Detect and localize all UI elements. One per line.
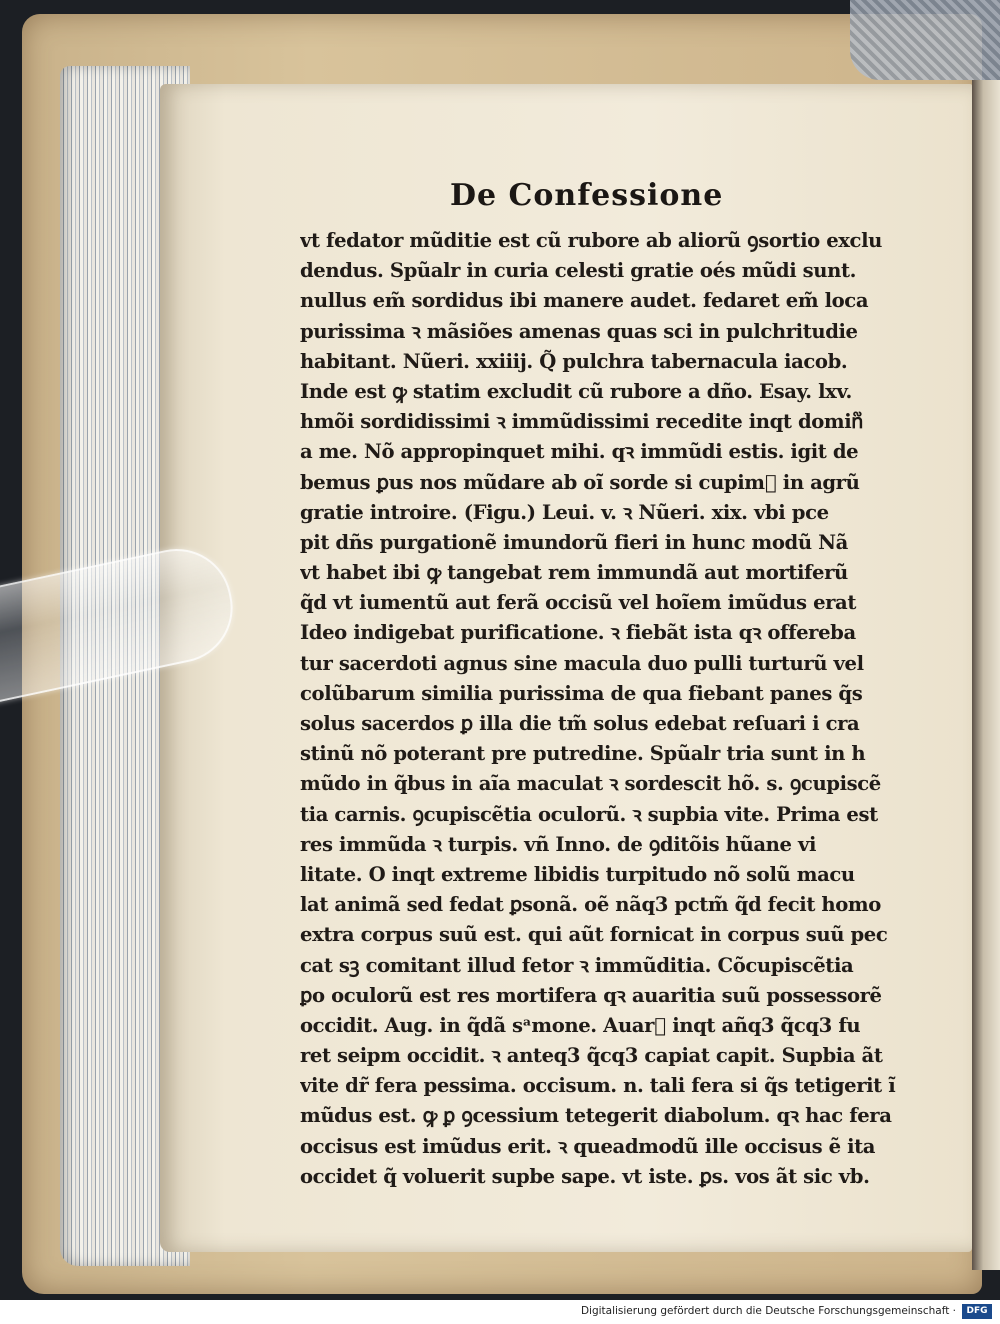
text-line: purissima ꝛ mãsiões amenas quas sci in pulchritudie <box>300 319 858 343</box>
book-gutter <box>972 80 1000 1270</box>
page-heading: De Confessione <box>450 178 724 213</box>
text-line: pit dñs purgationẽ imundorũ fieri in hunc modũ Nã <box>300 530 848 554</box>
text-line: vt habet ibi ꝙ tangebat rem immundã aut mortiferũ <box>300 561 848 585</box>
text-line: gratie introire. (Figu.) Leui. v. ꝛ Nũeri. xix. vbi pce <box>300 500 829 524</box>
text-line: vite dr̃ fera pessima. occisum. n. tali fera si q̃s tetigerit ĩ <box>300 1074 896 1098</box>
dfg-logo: DFG <box>962 1304 992 1319</box>
text-line: dendus. Spũalr in curia celesti gratie oés mũdi sunt. <box>300 259 857 283</box>
text-line: nullus em̃ sordidus ibi manere audet. fedaret em̃ loca <box>300 289 869 313</box>
text-line: mũdo in q̃bus in aĩa maculat ꝛ sordescit hõ. s. ꝯcupiscẽ <box>300 772 881 796</box>
text-line: litate. O inqt extreme libidis turpitudo nõ solũ macu <box>300 862 855 886</box>
text-line: mũdus est. ꝙ ꝑ ꝯcessium tetegerit diabolum. qꝛ hac fera <box>300 1104 892 1128</box>
text-line: vt fedator mũditie est cũ rubore ab aliorũ ꝯsortio exclu <box>300 229 882 252</box>
text-line: extra corpus suũ est. qui aũt fornicat in corpus suũ pec <box>300 923 888 947</box>
text-line: q̃d vt iumentũ aut ferã occisũ vel hoĩem imũdus erat <box>300 591 856 615</box>
text-line: tur sacerdoti agnus sine macula duo pulli turturũ vel <box>300 651 864 675</box>
text-line: solus sacerdos ꝑ illa die tm̃ solus edebat reſuari i cra <box>300 712 860 735</box>
text-line: habitant. Nũeri. xxiiij. Q̃ pulchra tabernacula iacob. <box>300 349 848 373</box>
page-text-block <box>300 226 922 1192</box>
text-line: lat animã sed fedat ꝑsonã. oẽ nãq3 pctm̃ q̃d fecit homo <box>300 893 881 917</box>
text-line: tia carnis. ꝯcupiscẽtia oculorũ. ꝛ supbia vite. Prima est <box>300 802 878 826</box>
text-line: Inde est ꝙ statim excludit cũ rubore a dño. Esay. lxv. <box>300 379 852 403</box>
funding-credit: Digitalisierung gefördert durch die Deutsche Forschungsgemeinschaft · <box>580 1305 956 1317</box>
text-line: cat sꝫ comitant illud fetor ꝛ immũditia. Cõcupiscẽtia <box>300 953 854 977</box>
text-line: colũbarum similia purissima de qua fiebant panes q̃s <box>300 681 863 705</box>
text-line: occidet q̃ voluerit supbe sape. vt iste. ꝑs. vos ãt sic vb. <box>300 1164 870 1188</box>
text-line: bemus ꝑus nos mũdare ab oĩ sorde si cupim᷑ in agrũ <box>300 470 860 494</box>
text-line: ꝑo oculorũ est res mortifera qꝛ auaritia suũ possessorẽ <box>300 983 882 1007</box>
text-line: occisus est imũdus erit. ꝛ queadmodũ ille occisus ẽ ita <box>300 1134 876 1158</box>
text-line: occidit. Aug. in q̃dã sᵃmone. Auar᷑ inqt añq3 q̃cq3 fu <box>300 1013 861 1037</box>
book-clasp <box>850 0 1000 80</box>
text-line: res immũda ꝛ turpis. vñ Inno. de ꝯditõis hũane vi <box>300 832 817 856</box>
footer-bar <box>0 1300 1000 1324</box>
text-line: Ideo indigebat purificatione. ꝛ fiebãt ista qꝛ offereba <box>300 621 856 645</box>
text-line: a me. Nõ appropinquet mihi. qꝛ immũdi estis. igit de <box>300 440 859 464</box>
text-line: hmõi sordidissimi ꝛ immũdissimi recedite inqt domin᷑ <box>300 410 864 434</box>
text-line: ret seipm occidit. ꝛ anteq3 q̃cq3 capiat capit. Supbia ãt <box>300 1044 883 1068</box>
text-line: stinũ nõ poterant pre putredine. Spũalr tria sunt in h <box>300 742 866 766</box>
